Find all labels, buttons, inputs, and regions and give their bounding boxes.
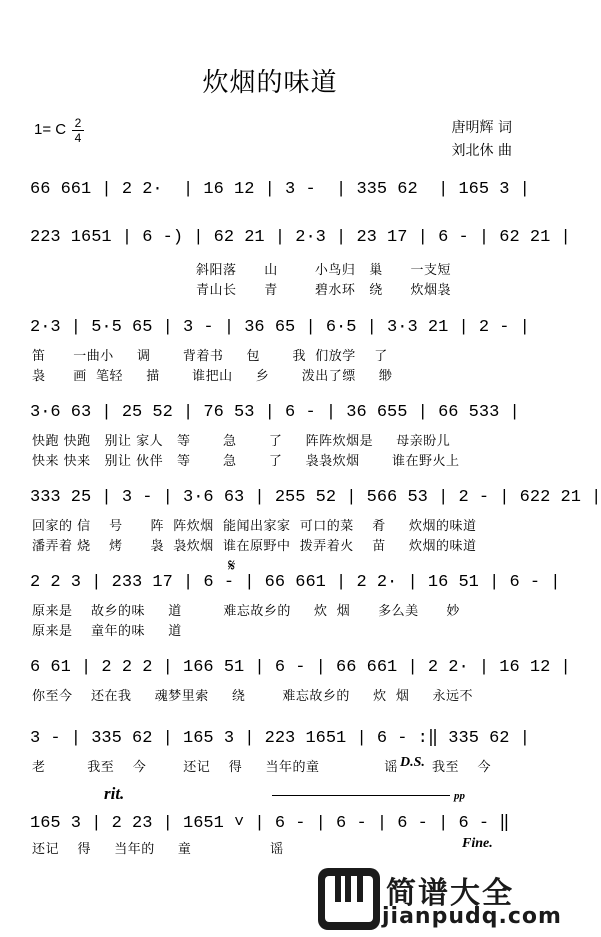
watermark-title: 简谱大全	[386, 876, 514, 911]
score-line-5: 333 25 | 3 - | 3·6 63 | 255 52 | 566 53 | 2 - | 622 21 |	[30, 488, 601, 507]
lyric-line-3a: 笛 一曲小 调 背着书 包 我 们放学 了	[32, 349, 388, 364]
pianissimo-mark: pp	[454, 790, 465, 802]
lyric-line-4a: 快跑 快跑 别让 家人 等 急 了 阵阵炊烟是 母亲盼儿	[32, 434, 451, 449]
lyric-line-2b: 青山长 青 碧水环 绕 炊烟袅	[196, 283, 452, 298]
key-signature: 1= C	[34, 121, 67, 138]
score-line-8: 3 - | 335 62 | 165 3 | 223 1651 | 6 - :‖ 335 62 |	[30, 729, 530, 748]
lyric-line-2a: 斜阳落 山 小鸟归 巢 一支短	[196, 263, 452, 278]
composer-credit: 刘北休 曲	[451, 143, 512, 159]
lyric-line-9: 还记 得 当年的 童 谣	[32, 842, 284, 857]
time-signature	[72, 117, 84, 144]
segno-sign: 𝄋	[228, 556, 236, 576]
lyric-line-5b: 潘弄着 烧 烤 袅 袅炊烟 谁在原野中 拨弄着火 苗 炊烟的味道	[32, 539, 477, 554]
lyric-line-8: 老 我至 今 还记 得 当年的童 谣	[32, 760, 398, 775]
lyric-line-6b: 原来是 童年的味 道	[32, 624, 182, 639]
lyricist-credit: 唐明辉 词	[451, 120, 512, 136]
score-line-2: 223 1651 | 6 -) | 62 21 | 2·3 | 23 17 | 6 - | 62 21 |	[30, 228, 571, 247]
lyric-line-7: 你至今 还在我 魂梦里索 绕 难忘故乡的 炊 烟 永远不	[32, 689, 473, 704]
score-line-1: 66 661 | 2 2· | 16 12 | 3 - | 335 62 | 165 3 |	[30, 180, 530, 199]
dal-segno-mark: D.S.	[400, 755, 425, 770]
watermark-url: jianpudq.com	[382, 904, 562, 929]
time-signature-top: 2	[74, 116, 82, 130]
time-signature-bottom: 4	[74, 131, 82, 145]
ritardando-mark: rit.	[104, 784, 125, 803]
score-line-3: 2·3 | 5·5 65 | 3 - | 36 65 | 6·5 | 3·3 21 | 2 - |	[30, 318, 530, 337]
lyric-line-5a: 回家的 信 号 阵 阵炊烟 能闻出家家 可口的菜 肴 炊烟的味道	[32, 519, 477, 534]
lyric-line-4b: 快来 快来 别让 伙伴 等 急 了 袅袅炊烟 谁在野火上	[32, 454, 460, 469]
diminuendo-line	[272, 795, 450, 804]
lyric-line-3b: 袅 画 笔轻 描 谁把山 乡 泼出了缥 缈	[32, 369, 393, 384]
lyric-line-8-tail: 我至 今	[432, 760, 492, 775]
song-title: 炊烟的味道	[202, 68, 338, 98]
score-line-4: 3·6 63 | 25 52 | 76 53 | 6 - | 36 655 | 66 533 |	[30, 403, 520, 422]
score-line-6: 2 2 3 | 233 17 | 6 - | 66 661 | 2 2· | 16 51 | 6 - |	[30, 573, 561, 592]
lyric-line-6a: 原来是 故乡的味 道 难忘故乡的 炊 烟 多么美 妙	[32, 604, 460, 619]
score-line-9: 165 3 | 2 23 | 1651 ˅ | 6 - | 6 - | 6 - | 6 - ‖	[30, 814, 510, 833]
piano-logo-icon	[318, 868, 380, 930]
score-line-7: 6 61 | 2 2 2 | 166 51 | 6 - | 66 661 | 2 2· | 16 12 |	[30, 658, 571, 677]
fine-mark: Fine.	[462, 836, 493, 851]
